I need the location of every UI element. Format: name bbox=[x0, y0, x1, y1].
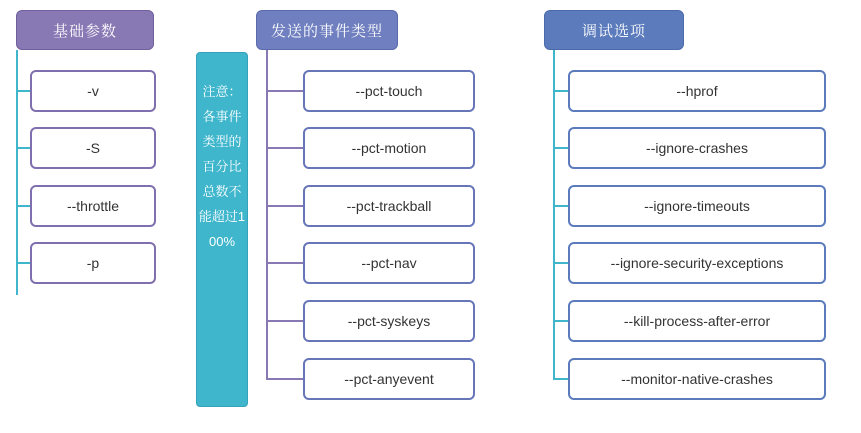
header-event-types[interactable]: 发送的事件类型 bbox=[256, 10, 398, 50]
connector-branch-event-6 bbox=[266, 378, 303, 380]
connector-branch-debug-5 bbox=[553, 320, 568, 322]
connector-branch-basic-3 bbox=[16, 205, 30, 207]
connector-branch-event-3 bbox=[266, 205, 303, 207]
connector-branch-event-1 bbox=[266, 90, 303, 92]
node-event-pct-syskeys[interactable]: --pct-syskeys bbox=[303, 300, 475, 342]
node-debug-hprof[interactable]: --hprof bbox=[568, 70, 826, 112]
connector-branch-debug-2 bbox=[553, 147, 568, 149]
connector-trunk-events bbox=[266, 50, 268, 380]
connector-branch-basic-4 bbox=[16, 262, 30, 264]
node-event-pct-nav[interactable]: --pct-nav bbox=[303, 242, 475, 284]
connector-branch-debug-3 bbox=[553, 205, 568, 207]
node-debug-monitor-native-crashes[interactable]: --monitor-native-crashes bbox=[568, 358, 826, 400]
node-event-pct-motion[interactable]: --pct-motion bbox=[303, 127, 475, 169]
node-debug-ignore-crashes[interactable]: --ignore-crashes bbox=[568, 127, 826, 169]
connector-trunk-basic bbox=[16, 50, 18, 295]
connector-branch-event-4 bbox=[266, 262, 303, 264]
node-event-pct-touch[interactable]: --pct-touch bbox=[303, 70, 475, 112]
node-basic-s[interactable]: -S bbox=[30, 127, 156, 169]
node-event-pct-trackball[interactable]: --pct-trackball bbox=[303, 185, 475, 227]
header-basic-params[interactable]: 基础参数 bbox=[16, 10, 154, 50]
note-percentage-warning: 注意：各事件类型的百分比总数不能超过100% bbox=[196, 52, 248, 407]
connector-branch-debug-1 bbox=[553, 90, 568, 92]
connector-branch-debug-4 bbox=[553, 262, 568, 264]
node-basic-v[interactable]: -v bbox=[30, 70, 156, 112]
header-debug-options[interactable]: 调试选项 bbox=[544, 10, 684, 50]
connector-trunk-debug bbox=[553, 50, 555, 380]
node-debug-ignore-timeouts[interactable]: --ignore-timeouts bbox=[568, 185, 826, 227]
node-basic-p[interactable]: -p bbox=[30, 242, 156, 284]
connector-branch-basic-2 bbox=[16, 147, 30, 149]
connector-branch-basic-1 bbox=[16, 90, 30, 92]
node-basic-throttle[interactable]: --throttle bbox=[30, 185, 156, 227]
connector-branch-event-2 bbox=[266, 147, 303, 149]
connector-branch-debug-6 bbox=[553, 378, 568, 380]
node-debug-kill-process-after-error[interactable]: --kill-process-after-error bbox=[568, 300, 826, 342]
connector-branch-event-5 bbox=[266, 320, 303, 322]
node-debug-ignore-security-exceptions[interactable]: --ignore-security-exceptions bbox=[568, 242, 826, 284]
node-event-pct-anyevent[interactable]: --pct-anyevent bbox=[303, 358, 475, 400]
